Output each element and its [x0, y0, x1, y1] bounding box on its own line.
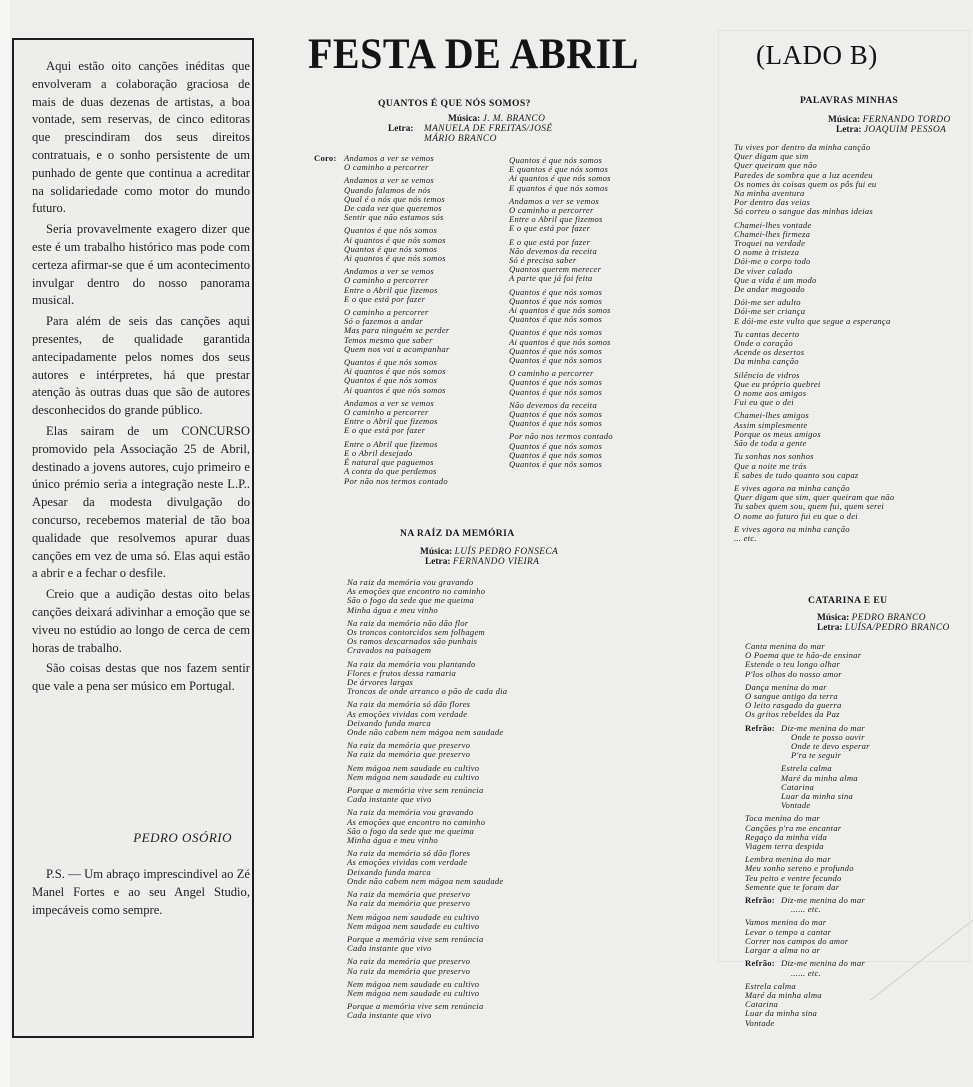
- lyric-line: Andamos a ver se vemos: [344, 397, 434, 408]
- song-title: CATARINA E EU: [808, 595, 888, 606]
- lyric-line: O caminho a percorrer: [344, 162, 429, 173]
- lyric-line: Da minha canção: [734, 356, 799, 367]
- stanza: [734, 330, 894, 367]
- lyrics-body: [745, 642, 870, 1032]
- lyric-line: São de toda a gente: [734, 438, 807, 449]
- lyric-line: E sabes de tudo quanto sou capaz: [734, 469, 859, 480]
- stanza-label: Refrão:: [745, 895, 775, 906]
- music-credit: [817, 613, 950, 623]
- stanza: [509, 369, 613, 397]
- stanza: [347, 849, 507, 886]
- lyric-line: Quantos é que nós somos: [509, 409, 603, 420]
- lyric-line: Estrela calma: [745, 980, 796, 991]
- song-credits: [388, 114, 553, 144]
- stanza: [347, 764, 507, 782]
- stanza-label: Refrão:: [745, 722, 775, 733]
- stanza: [347, 957, 507, 975]
- lyric-line: Só é preciso saber: [509, 255, 577, 266]
- stanza: [344, 308, 450, 354]
- lyric-line: Na minha aventura: [734, 188, 805, 199]
- lyric-line: Deixando funda marca: [347, 866, 431, 877]
- song-title: PALAVRAS MINHAS: [800, 95, 899, 106]
- lyric-line: Quem nos vai a acompanhar: [344, 343, 450, 354]
- lyric-line: Por não nos termos contado: [344, 475, 448, 486]
- lyric-line: Entre o Abril que fizemos: [344, 438, 438, 449]
- lyric-line: E o que está por fazer: [509, 236, 591, 247]
- lyrics-label: Letra:: [817, 623, 843, 633]
- lyric-line: Porque a memória vive sem renúncia: [347, 933, 484, 944]
- lyric-line: Correr nos campos do amor: [745, 935, 849, 946]
- lyric-line: Quantos é que nós somos: [509, 155, 603, 165]
- song-title: NA RAÍZ DA MEMÓRIA: [400, 528, 515, 539]
- stanza-label: Refrão:: [745, 958, 775, 969]
- lyricist: MÁRIO BRANCO: [424, 134, 497, 144]
- author-signature: PEDRO OSÓRIO: [133, 830, 232, 845]
- lyric-line: São o fogo da sede que me queima: [347, 825, 475, 836]
- lyric-line: Tu sonhas nos sonhos: [734, 451, 814, 462]
- lyric-line: De cada vez que queremos: [344, 203, 442, 214]
- lyric-line: Chamei-lhes amigos: [734, 410, 809, 421]
- lyric-line: Andamos a ver se vemos: [344, 266, 434, 277]
- lyric-line: Os nomes às coisas quem os pôs fui eu: [734, 178, 877, 189]
- stanza: [734, 298, 894, 326]
- refrain-stanza: [745, 959, 870, 977]
- lyric-line: Maré da minha alma: [781, 772, 858, 783]
- lyric-line: Quer digam que sim, quer queiram que não: [734, 492, 895, 503]
- stanza: [745, 918, 870, 955]
- lyric-line: De árvores largas: [347, 677, 414, 688]
- lyric-line: Ai quantos é que nós somos: [344, 253, 446, 264]
- intro-paragraph: São coisas destas que nos fazem sentir que vale a pena ser músico em Portugal.: [32, 661, 250, 694]
- stanza: [347, 980, 507, 998]
- lyric-line: Toca menina do mar: [745, 813, 821, 824]
- lyric-line: O nome aos amigos: [734, 388, 807, 399]
- lyrics-label: Letra:: [836, 125, 862, 135]
- lyric-line: Na raiz da memória que preservo: [347, 749, 471, 760]
- lyric-line: Canções p'ra me encantar: [745, 822, 842, 833]
- lyric-line: E o que está por fazer: [509, 223, 591, 234]
- stanza: [347, 1002, 507, 1020]
- lyric-line: E quantos é que nós somos: [509, 164, 609, 175]
- lyric-line: Temos mesmo que saber: [344, 334, 433, 345]
- stanza: [509, 197, 613, 234]
- lyric-line: Mas para ninguém se perder: [344, 325, 450, 336]
- lyrics-credit: [420, 557, 558, 567]
- lyric-line: Ai quantos é que nós somos: [509, 173, 611, 184]
- lyric-line: E dói-me este vulto que segue a esperança: [734, 315, 891, 326]
- lyric-line: Cada instante que vivo: [347, 794, 432, 805]
- refrain-stanza: [745, 724, 870, 761]
- stanza: [344, 399, 450, 436]
- lyric-line: Onde o coração: [734, 338, 793, 349]
- lyric-line: Na raiz da memória que preservo: [347, 956, 471, 967]
- lyric-line: Andamos a ver se vemos: [509, 195, 599, 206]
- lyric-line: Que a noite me trás: [734, 460, 807, 471]
- postscript-text: P.S. — Um abraço imprescindivel ao Zé Manel Fortes e ao seu Angel Studio, impecáveis como sempre.: [32, 867, 250, 917]
- lyrics-label: Letra:: [425, 557, 451, 567]
- lyric-line: Ai quantos é que nós somos: [344, 384, 446, 395]
- lyric-line: E o que está por fazer: [344, 293, 426, 304]
- lyric-line: Quantos querem merecer: [509, 264, 602, 275]
- stanza: [745, 855, 870, 892]
- lyricist: JOAQUIM PESSOA: [863, 125, 947, 135]
- lyric-line: Cada instante que vivo: [347, 943, 432, 954]
- stanza: [347, 890, 507, 908]
- lyric-line: Acende os desertos: [734, 347, 805, 358]
- stanza: [734, 411, 894, 448]
- lyric-line: As emoções vividas com verdade: [347, 708, 468, 719]
- lyric-line: Na raiz da memória vou gravando: [347, 807, 474, 818]
- lyric-line: Quantos é que nós somos: [509, 314, 603, 325]
- lyric-line: O caminho a percorrer: [344, 307, 429, 318]
- lyric-line: Flores e frutos dessa ramaria: [347, 667, 457, 678]
- lyric-line: E quantos é que nós somos: [509, 182, 609, 193]
- lyric-line: Quantos é que nós somos: [344, 225, 438, 236]
- lyric-line: As emoções que encontro no caminho: [347, 816, 486, 827]
- stanza: [509, 328, 613, 365]
- stanza: [745, 642, 870, 679]
- lyric-line: Na raiz da memória que preservo: [347, 740, 471, 751]
- lyric-line: Onde te posso ouvir: [791, 731, 865, 742]
- lyrics-column: [509, 156, 613, 473]
- stanza: [745, 683, 870, 720]
- lyric-line: Meu sonho sereno e profundo: [745, 863, 854, 874]
- lyrics-credit: [828, 125, 951, 135]
- lyric-line: O sangue antigo da terra: [745, 691, 838, 702]
- stanza: [347, 700, 507, 737]
- lyric-line: Na raiz da memória vou plantando: [347, 658, 476, 669]
- lyric-line: Minha água e meu vinho: [347, 835, 438, 846]
- lyric-line: O caminho a percorrer: [509, 368, 594, 379]
- stanza: [734, 371, 894, 408]
- lyric-line: Por dentro das veias: [734, 197, 811, 208]
- song-credits: [420, 547, 558, 567]
- stanza: [347, 741, 507, 759]
- lyric-line: P'ra te seguir: [791, 750, 842, 761]
- lyricist: LUÍSA/PEDRO BRANCO: [844, 623, 950, 633]
- lyric-line: Não devemos da receita: [509, 399, 597, 410]
- lyric-line: Nem mágoa nem saudade eu cultivo: [347, 771, 480, 782]
- lyric-line: O caminho a percorrer: [344, 407, 429, 418]
- lyric-line: Silêncio de vidros: [734, 369, 800, 380]
- side-label: (LADO B): [756, 40, 878, 70]
- intro-text: [32, 58, 250, 699]
- music-label: Música:: [448, 114, 481, 124]
- lyric-line: Quer queiram que não: [734, 160, 818, 171]
- lyric-line: O Poema que te hão-de ensinar: [745, 650, 862, 661]
- intro-paragraph: Para além de seis das canções aqui presentes, de qualidade garantida antecipadamente pelos nomes dos seus autores e intérpretes, há que prestar atenção às outras duas que são de autores desconhecidos do grande público.: [32, 314, 250, 418]
- stanza-label: Coro:: [314, 153, 337, 163]
- lyric-line: Quantos é que nós somos: [509, 355, 603, 366]
- music-credit: [388, 114, 548, 124]
- page-edge: [0, 0, 10, 1087]
- lyric-line: Diz-me menina do mar: [781, 722, 866, 733]
- refrain-stanza: [745, 896, 870, 914]
- lyric-line: Cada instante que vivo: [347, 1010, 432, 1021]
- lyric-line: O leito rasgado da guerra: [745, 700, 842, 711]
- lyric-line: As emoções vividas com verdade: [347, 857, 468, 868]
- music-credit: [420, 547, 558, 557]
- lyric-line: Deixando funda marca: [347, 717, 431, 728]
- refrain-stanza: [314, 153, 450, 173]
- music-label: Música:: [828, 115, 861, 125]
- stanza: [344, 358, 450, 395]
- lyric-line: Troncos de onde arranco o pão de cada dia: [347, 686, 508, 697]
- stanza: [734, 452, 894, 480]
- lyric-line: Vamos menina do mar: [745, 917, 827, 928]
- lyric-line: Ai quantos é que nós somos: [344, 234, 446, 245]
- lyric-line: O caminho a percorrer: [509, 205, 594, 216]
- lyric-line: Os gritos rebeldes da Paz: [745, 709, 840, 720]
- stanza: [344, 176, 450, 222]
- lyric-line: P'los olhos do nosso amor: [745, 668, 842, 679]
- lyric-line: Quantos é que nós somos: [344, 375, 438, 386]
- stanza: [509, 401, 613, 429]
- lyric-line: Levar o tempo a cantar: [745, 926, 832, 937]
- lyric-line: A parte que já foi feita: [509, 273, 593, 284]
- stanza: [344, 440, 450, 486]
- lyric-line: Viagem terra despida: [745, 841, 824, 852]
- song-credits: [828, 115, 951, 135]
- music-label: Música:: [817, 613, 850, 623]
- lyric-line: Vontade: [745, 1017, 775, 1028]
- lyric-line: Só correu o sangue das minhas ideias: [734, 206, 874, 217]
- lyric-line: Na raiz da memória que preservo: [347, 889, 471, 900]
- lyric-line: Andamos a ver se vemos: [344, 175, 434, 186]
- stanza: [347, 786, 507, 804]
- stanza: [344, 267, 450, 304]
- lyricist: MANUELA DE FREITAS/JOSÉ: [423, 124, 553, 134]
- lyric-line: Quer digam que sim: [734, 151, 809, 162]
- lyric-line: Ai quantos é que nós somos: [509, 305, 611, 316]
- lyrics-column: [314, 154, 450, 490]
- lyrics-credit: [817, 623, 950, 633]
- lyric-line: Entre o Abril que fizemos: [344, 284, 438, 295]
- lyric-line: ...... etc.: [791, 904, 821, 915]
- composer: J. M. BRANCO: [482, 114, 546, 124]
- lyric-line: Nem mágoa nem saudade eu cultivo: [347, 978, 480, 989]
- lyric-line: Luar da minha sina: [781, 791, 854, 802]
- lyric-line: Troquei na verdade: [734, 238, 806, 249]
- stanza: [347, 660, 507, 697]
- stanza: [734, 525, 894, 543]
- lyric-line: Maré da minha alma: [745, 989, 822, 1000]
- lyric-line: Os troncos contorcidos sem folhagem: [347, 627, 485, 638]
- lyric-line: Entre o Abril que fizemos: [509, 214, 603, 225]
- lyric-line: Tu vives por dentro da minha canção: [734, 142, 871, 152]
- lyric-line: E vives agora na minha canção: [734, 523, 850, 534]
- lyric-line: Quantos é que nós somos: [509, 386, 603, 397]
- lyric-line: Quantos é que nós somos: [509, 295, 603, 306]
- lyric-line: Tu cantas decerto: [734, 328, 800, 339]
- lyric-line: Na raiz da memória que preservo: [347, 898, 471, 909]
- lyric-line: De viver calado: [734, 265, 793, 276]
- music-label: Música:: [420, 547, 453, 557]
- lyric-line: Qual é o nós que nós temos: [344, 193, 446, 204]
- lyric-line: Sentir que não estamos sós: [344, 212, 444, 223]
- lyric-line: Catarina: [745, 999, 779, 1010]
- lyric-line: Por não nos termos contado: [509, 431, 613, 442]
- lyric-line: Porque os meus amigos: [734, 428, 821, 439]
- lyric-line: Na raiz da memória só dão flores: [347, 848, 471, 859]
- lyric-line: Diz-me menina do mar: [781, 958, 866, 969]
- stanza: [734, 143, 894, 217]
- lyric-line: Teu peito e ventre fecundo: [745, 872, 842, 883]
- lyric-line: O caminho a percorrer: [344, 275, 429, 286]
- lyric-line: Quantos é que nós somos: [509, 286, 603, 297]
- lyrics-body: [734, 143, 894, 547]
- lyricist: FERNANDO VIEIRA: [452, 557, 540, 567]
- stanza: [347, 935, 507, 953]
- stanza: [347, 578, 507, 615]
- lyric-line: Quantos é que nós somos: [509, 377, 603, 388]
- lyric-line: Assim simplesmente: [734, 419, 808, 430]
- lyric-line: ...... etc.: [791, 967, 821, 978]
- lyric-line: Onde não cabem nem mágoa nem saudade: [347, 875, 504, 886]
- lyric-line: Na raiz da memória que preservo: [347, 965, 471, 976]
- lyric-line: São o fogo da sede que me queima: [347, 595, 475, 606]
- lyric-line: Dói-me ser criança: [734, 306, 806, 317]
- music-credit: [828, 115, 951, 125]
- stanza: [734, 484, 894, 521]
- postscript: [32, 866, 250, 919]
- lyric-line: Ai quantos é que nós somos: [509, 336, 611, 347]
- lyric-line: Quantos é que nós somos: [509, 418, 603, 429]
- intro-paragraph: Aqui estão oito canções inéditas que envolveram a colaboração graciosa de mais de duas dezenas de artistas, a boa vontade, sem reservas, de cinco editoras que prescindiram dos seus direitos contratuais, e o sonho persistente de um punhado de gente que continua a acreditar na solidariedade como motor do mundo futuro.: [32, 59, 250, 216]
- stanza: [347, 808, 507, 845]
- lyric-line: Não devemos da receita: [509, 245, 597, 256]
- lyric-line: Quantos é que nós somos: [344, 357, 438, 368]
- lyric-line: Nem mágoa nem saudade eu cultivo: [347, 920, 480, 931]
- lyric-line: Vontade: [781, 800, 811, 811]
- stanza: [509, 238, 613, 284]
- lyric-line: E o Abril desejado: [344, 447, 413, 458]
- stanza: [734, 221, 894, 295]
- lyric-line: Nem mágoa nem saudade eu cultivo: [347, 987, 480, 998]
- lyric-line: Andamos a ver se vemos: [344, 153, 434, 163]
- stanza: [347, 619, 507, 656]
- composer: PEDRO BRANCO: [851, 613, 926, 623]
- lyric-line: Os ramos descarnados são punhais: [347, 636, 478, 647]
- lyric-line: Onde não cabem nem mágoa nem saudade: [347, 727, 504, 738]
- lyric-line: Quantos é que nós somos: [509, 449, 603, 460]
- lyric-line: Quantos é que nós somos: [509, 459, 603, 470]
- lyric-line: Cravados na paisagem: [347, 645, 432, 656]
- lyric-line: Estende o teu longo olhar: [745, 659, 841, 670]
- lyric-line: Canta menina do mar: [745, 641, 825, 651]
- lyric-line: Porque a memória vive sem renúncia: [347, 785, 484, 796]
- lyrics-label: Letra:: [388, 124, 414, 134]
- lyric-line: Regaço da minha vida: [745, 831, 828, 842]
- lyric-line: Estrela calma: [781, 763, 832, 774]
- lyric-line: Só o fazemos a andar: [344, 316, 424, 327]
- song-title: QUANTOS É QUE NÓS SOMOS?: [378, 98, 531, 109]
- stanza: [745, 814, 870, 851]
- lyric-line: Que a vida é um modo: [734, 274, 817, 285]
- stanza: [509, 156, 613, 193]
- lyric-line: Minha água e meu vinho: [347, 604, 438, 615]
- lyric-line: Chamei-lhes vontade: [734, 219, 812, 230]
- lyric-line: E vives agora na minha canção: [734, 482, 850, 493]
- lyric-line: A conta do que perdemos: [344, 466, 437, 477]
- intro-paragraph: Elas sairam de um CONCURSO promovido pela Associação 25 de Abril, destinado a jovens autores, cujo primeiro e único prémio seria a integração neste L.P.. Apesar da modesta divulgação do concurso, recebemos material de tão boa qualidade que resolvemos apurar duas canções em vez de uma só. Elas aqui estão a abrir e a fechar o desfile.: [32, 423, 250, 581]
- lyrics-credit-cont: [388, 134, 548, 144]
- lyric-line: Onde te devo esperar: [791, 741, 870, 752]
- lyric-line: Na raiz da memória não dão flor: [347, 617, 469, 628]
- lyric-line: Luar da minha sina: [745, 1008, 818, 1019]
- lyric-line: Ai quantos é que nós somos: [344, 366, 446, 377]
- lyric-line: Entre o Abril que fizemos: [344, 416, 438, 427]
- lyric-line: De andar magoado: [734, 284, 805, 295]
- stanza: [509, 432, 613, 469]
- lyric-line: Na raiz da memória vou gravando: [347, 577, 474, 587]
- lyrics-body: [347, 578, 507, 1025]
- lyric-line: Tu sabes quem sou, quem fui, quem serei: [734, 501, 885, 512]
- composer: FERNANDO TORDO: [862, 115, 951, 125]
- lyric-line: Largar a alma no ar: [745, 945, 821, 956]
- lyric-line: Paredes de sombra que a luz acendeu: [734, 169, 873, 180]
- stanza: [347, 913, 507, 931]
- lyric-line: Dói-me ser adulto: [734, 297, 801, 308]
- lyric-line: Quantos é que nós somos: [509, 327, 603, 338]
- lyric-line: É natural que paguemos: [344, 457, 434, 468]
- lyric-line: Dói-me o corpo todo: [734, 256, 811, 267]
- lyric-line: Dança menina do mar: [745, 681, 827, 692]
- intro-paragraph: Seria provavelmente exagero dizer que este é um trabalho histórico mas pode com certeza afirmar-se que é um acontecimento invulgar dentro do nosso panorama musical.: [32, 222, 250, 308]
- lyric-line: Lembra menina do mar: [745, 854, 831, 865]
- lyric-line: Fui eu que o dei: [734, 397, 794, 408]
- lyric-line: Na raiz da memória só dão flores: [347, 699, 471, 710]
- album-title: FESTA DE ABRIL: [308, 29, 639, 78]
- song-credits: [817, 613, 950, 633]
- lyric-line: Quantos é que nós somos: [344, 243, 438, 254]
- lyric-line: Nem mágoa nem saudade eu cultivo: [347, 762, 480, 773]
- lyric-line: Chamei-lhes firmeza: [734, 228, 811, 239]
- lyric-line: As emoções que encontro no caminho: [347, 586, 486, 597]
- lyric-line: Que eu próprio quebrei: [734, 378, 821, 389]
- intro-box: [12, 38, 254, 1038]
- lyric-line: O nome ao futuro fui eu que o dei: [734, 510, 858, 521]
- lyric-line: Diz-me menina do mar: [781, 895, 866, 906]
- lyric-line: Semente que te foram dar: [745, 881, 840, 892]
- lyric-line: Catarina: [781, 781, 815, 792]
- lyric-line: O nome à tristeza: [734, 247, 800, 258]
- lyric-line: Quantos é que nós somos: [509, 440, 603, 451]
- stanza: [509, 288, 613, 325]
- intro-paragraph: Creio que a audição destas oito belas canções deixará adivinhar a emoção que se viveu no estúdio ao longo de cerca de cem horas de trabalho.: [32, 587, 250, 655]
- stanza: [344, 226, 450, 263]
- lyric-line: E o que está por fazer: [344, 425, 426, 436]
- lyric-line: Porque a memória vive sem renúncia: [347, 1001, 484, 1012]
- stanza: [745, 982, 870, 1028]
- lyric-line: ... etc.: [734, 532, 757, 543]
- stanza: [745, 764, 870, 810]
- lyric-line: Quando falamos de nós: [344, 184, 431, 195]
- lyrics-credit: [388, 124, 553, 134]
- lyric-line: Quantos é que nós somos: [509, 345, 603, 356]
- lyric-line: Nem mágoa nem saudade eu cultivo: [347, 911, 480, 922]
- composer: LUÍS PEDRO FONSECA: [454, 547, 559, 557]
